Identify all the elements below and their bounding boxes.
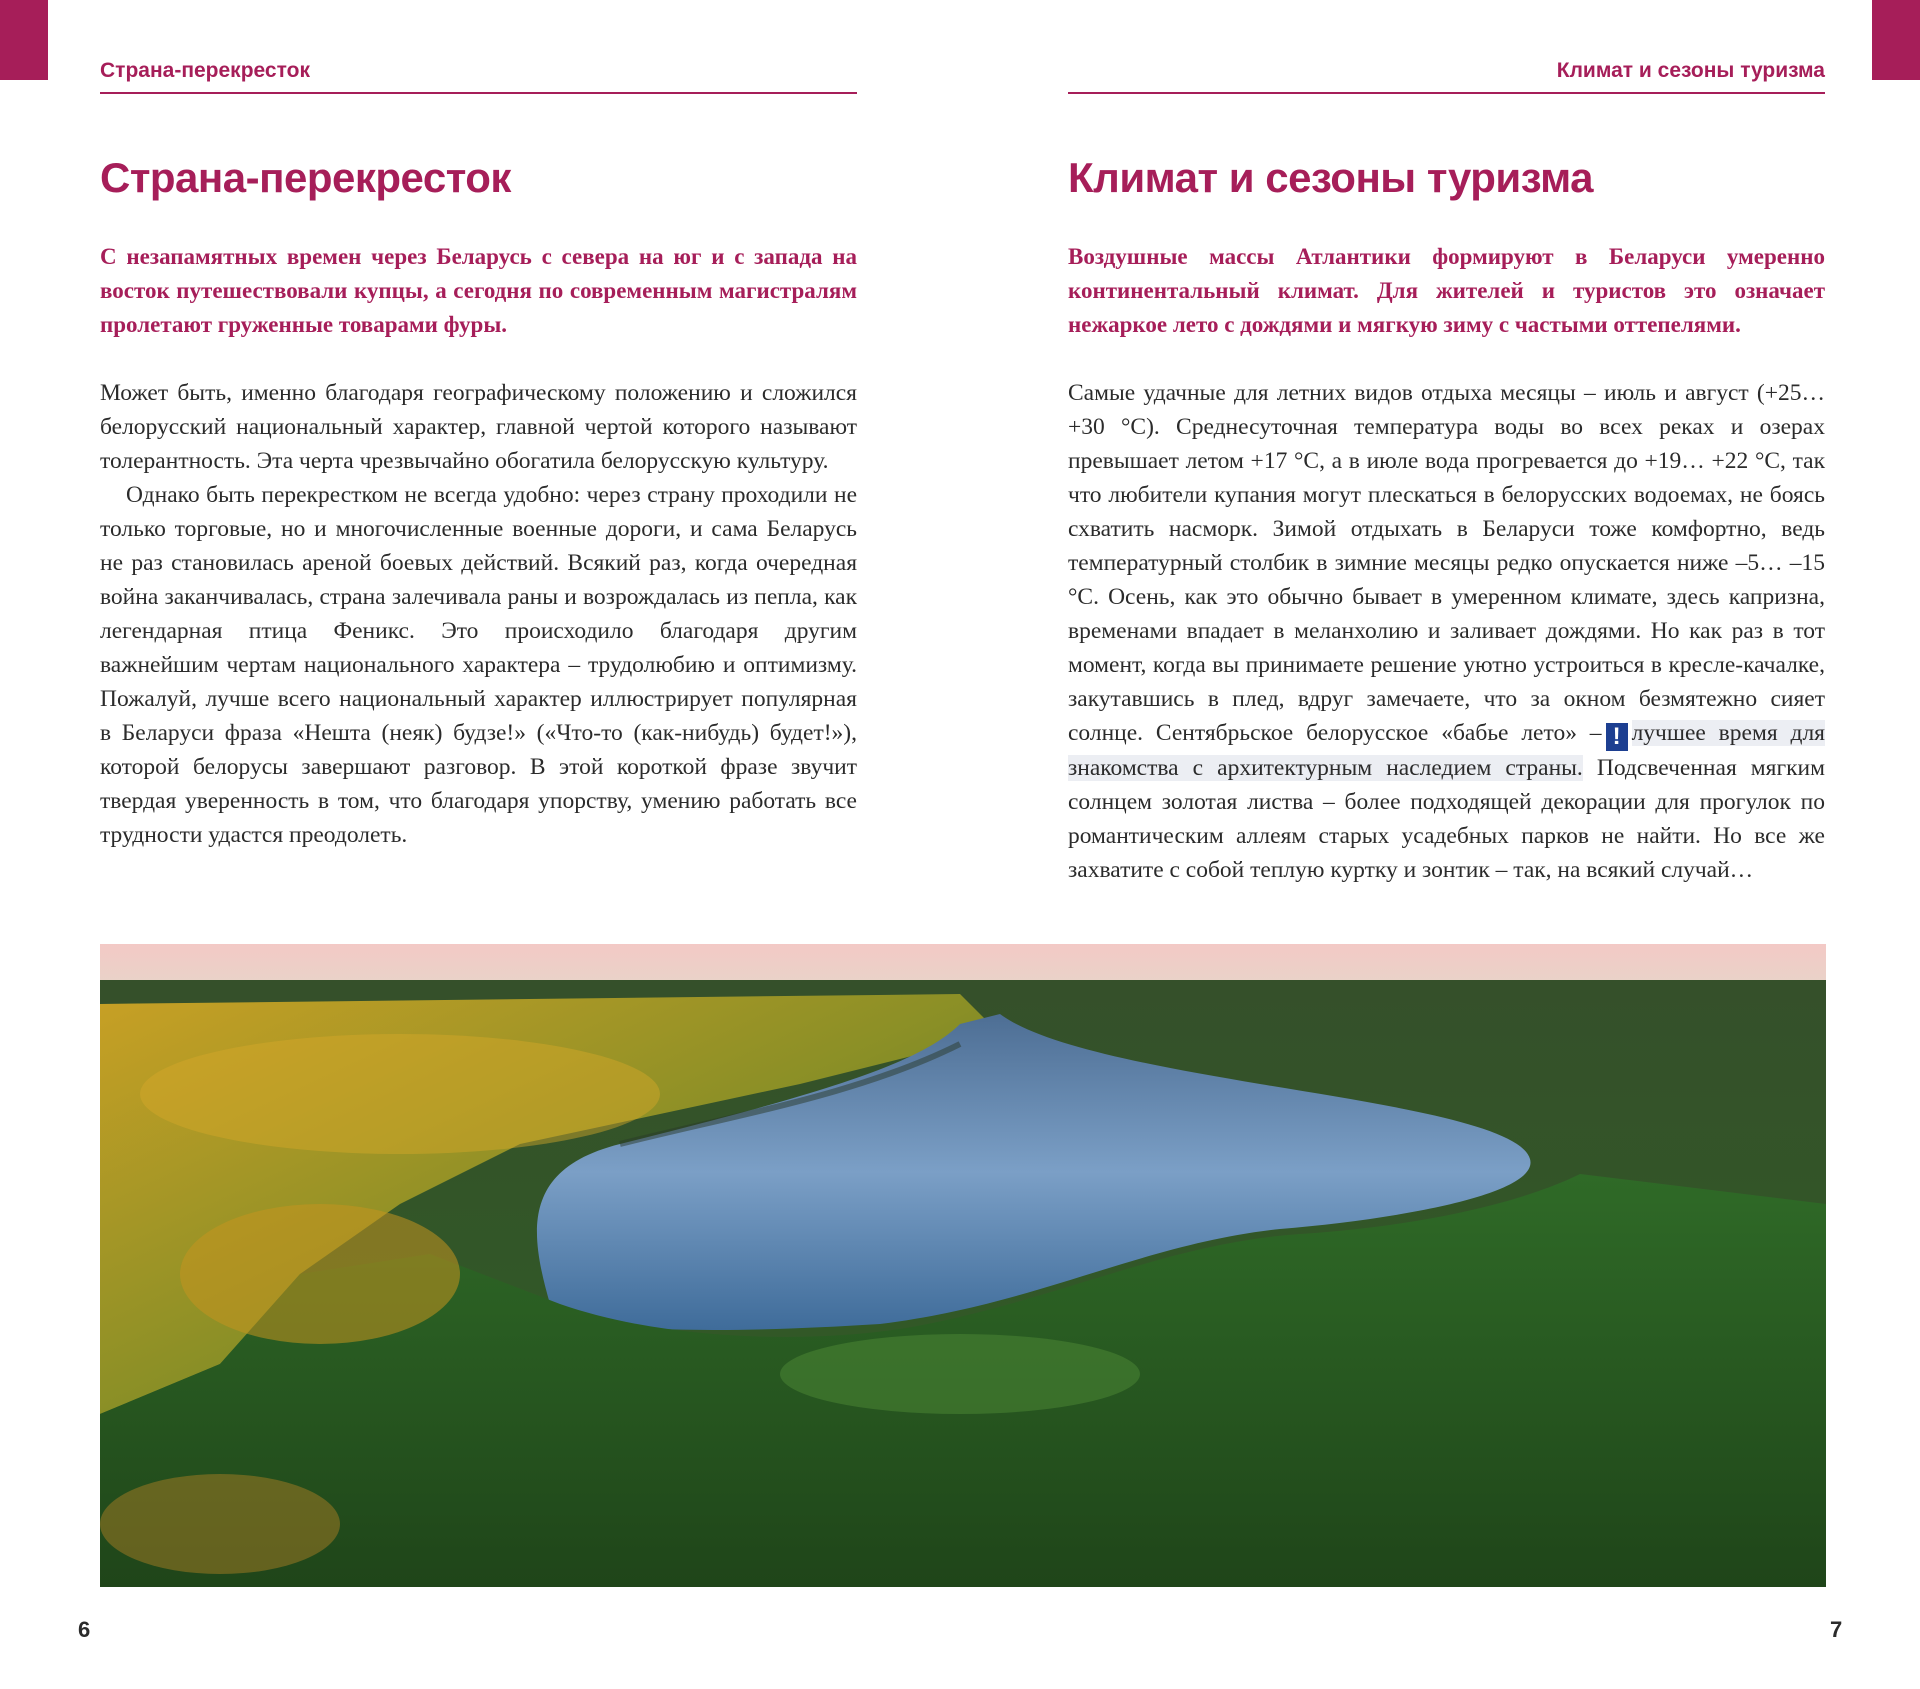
- right-page-number: 7: [1830, 1617, 1843, 1642]
- lake-forest-illustration: [100, 944, 1826, 1587]
- climate-text-continued: Подсвеченная мягким солнцем золотая листва – более подходящей декорации для прогулок по романтическим аллеям старых усадебных парков не найти. Но все же захватите с собой теплую куртку и зонтик – так, на всякий случай…: [1068, 755, 1825, 883]
- left-body-text: [100, 376, 857, 852]
- left-page-title: Страна-перекресток: [100, 154, 511, 201]
- highlighted-tip: лучшее время для знакомства с архитектурным наследием страны.: [1068, 720, 1825, 781]
- right-page-title: Климат и сезоны туризма: [1068, 154, 1593, 201]
- exclamation-icon: !: [1606, 723, 1628, 751]
- left-page-number: 6: [78, 1617, 91, 1642]
- left-lead-paragraph: С незапамятных времен через Беларусь с севера на юг и с запада на восток путешествовали купцы, а сегодня по современным магистралям пролетают груженные товарами фуры.: [100, 244, 857, 337]
- lake-forest-photo: [100, 944, 1826, 1587]
- right-running-head: Климат и сезоны туризма: [1068, 56, 1825, 94]
- right-section-tab: [1872, 0, 1920, 80]
- left-running-head: Страна-перекресток: [100, 56, 857, 94]
- left-paragraph-1: Может быть, именно благодаря географическому положению и сложился белорусский национальный характер, главной чертой которого называют толерантность. Эта черта чрезвычайно обогатила белорусскую культуру.: [100, 380, 857, 474]
- climate-text: Самые удачные для летних видов отдыха месяцы – июль и август (+25… +30 °C). Среднесуточная температура воды во всех реках и озерах превышает летом +17 °C, а в июле вода прогревается до +19… +22 °C, так что любители купания могут плескаться в белорусских водоемах, не боясь схватить насморк. Зимой отдыхать в Беларуси тоже комфортно, ведь температурный столбик в зимние месяцы редко опускается ниже –5… –15 °C. Осень, как это обычно бывает в умеренном климате, здесь капризна, временами впадает в меланхолию и заливает дождями. Но как раз в тот момент, когда вы принимаете решение уютно устроиться в кресле-качалке, закутавшись в плед, вдруг замечаете, что за окном безмятежно сияет солнце. Сентябрьское белорусское «бабье лето» –: [1068, 380, 1825, 746]
- right-body-text: [1068, 376, 1825, 887]
- left-section-tab: [0, 0, 48, 80]
- right-lead-paragraph: Воздушные массы Атлантики формируют в Беларуси умеренно континентальный климат. Для жителей и туристов это означает нежаркое лето с дождями и мягкую зиму с частыми оттепелями.: [1068, 244, 1825, 337]
- right-paragraph: [1068, 376, 1825, 887]
- left-paragraph-2: Однако быть перекрестком не всегда удобно: через страну проходили не только торговые, но и многочисленные военные дороги, и сама Беларусь не раз становилась ареной боевых действий. Всякий раз, когда очередная война заканчивалась, страна залечивала раны и возрождалась из пепла, как легендарная птица Феникс. Это происходило благодаря другим важнейшим чертам национального характера – трудолюбию и оптимизму. Пожалуй, лучше всего национальный характер иллюстрирует популярная в Беларуси фраза «Нешта (неяк) будзе!» («Что-то (как-нибудь) будет!»), которой белорусы завершают разговор. В этой короткой фразе звучит твердая уверенность в том, что благодаря упорству, умению работать все трудности удастся преодолеть.: [100, 482, 857, 848]
